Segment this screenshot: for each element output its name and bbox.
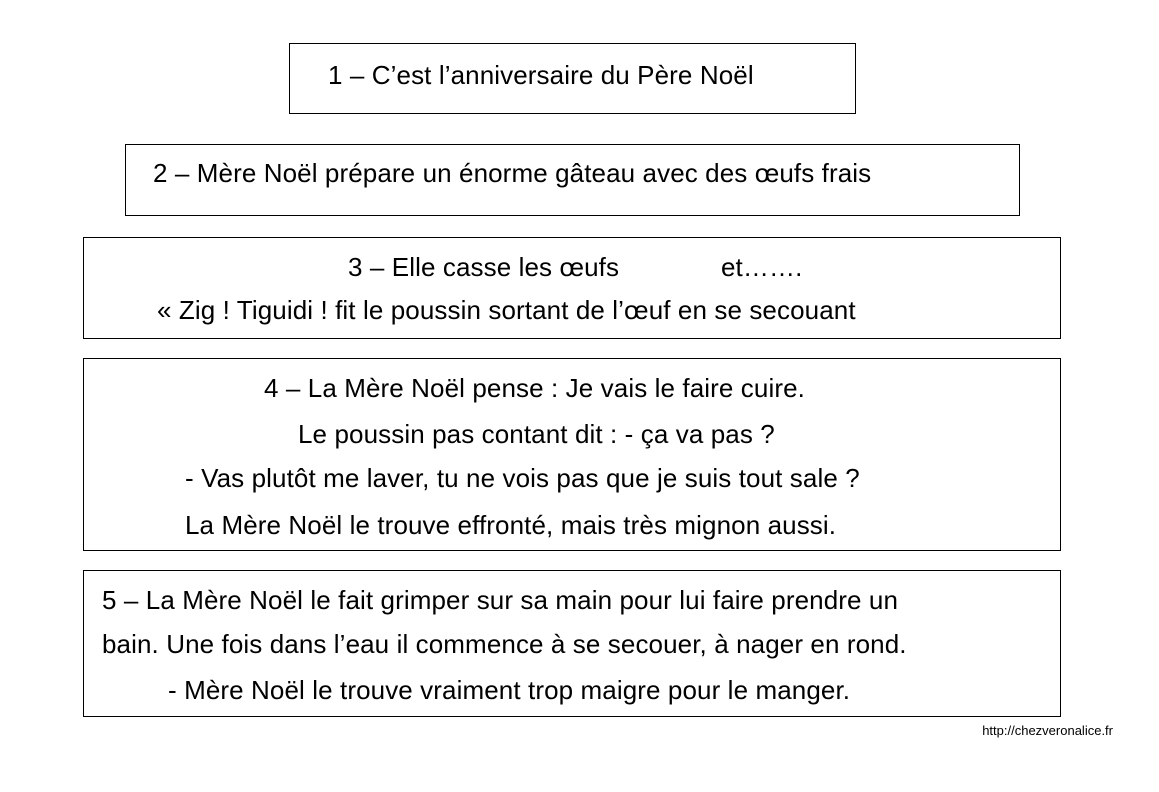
panel-4-line-4: La Mère Noël le trouve effronté, mais très mignon aussi. [185,510,837,540]
panel-5-line-3: - Mère Noël le trouve vraiment trop maigre pour le manger. [168,675,851,705]
panel-3-line-2: « Zig ! Tiguidi ! fit le poussin sortant de l’œuf en se secouant [157,295,856,325]
panel-4-line-1: 4 – La Mère Noël pense : Je vais le faire cuire. [264,373,805,403]
panel-5-line-2: bain. Une fois dans l’eau il commence à se secouer, à nager en rond. [102,629,907,659]
panel-4-line-2: Le poussin pas contant dit : - ça va pas ? [298,419,775,449]
story-panel-3 [83,237,1061,339]
story-panel-5 [83,570,1061,717]
panel-1-line-1: 1 – C’est l’anniversaire du Père Noël [328,60,754,90]
panel-3-line-1-part-1: 3 – Elle casse les œufs [348,252,620,282]
story-panel-4 [83,358,1061,551]
story-panel-1 [289,43,856,114]
panel-2-line-1: 2 – Mère Noël prépare un énorme gâteau avec des œufs frais [153,158,872,188]
story-panel-2 [125,144,1020,216]
source-url: http://chezveronalice.fr [982,723,1113,738]
panel-4-line-3: - Vas plutôt me laver, tu ne vois pas que je suis tout sale ? [185,463,860,493]
panel-5-line-1: 5 – La Mère Noël le fait grimper sur sa main pour lui faire prendre un [102,585,899,615]
panel-3-line-1-part-2: et……. [721,252,803,282]
